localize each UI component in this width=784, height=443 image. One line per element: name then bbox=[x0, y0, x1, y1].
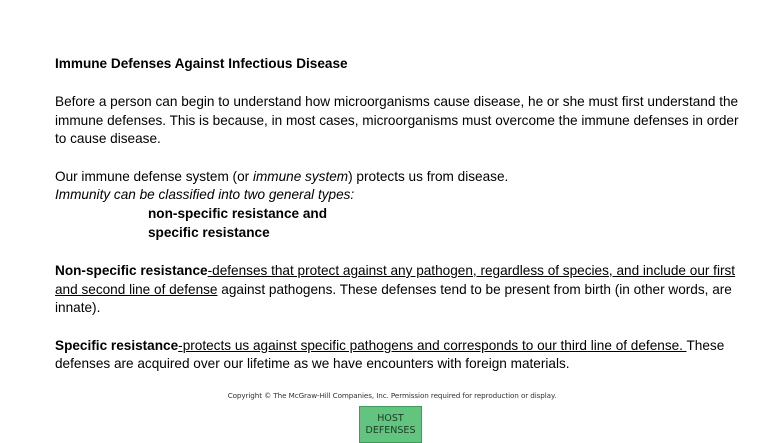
spacer bbox=[55, 74, 745, 93]
slide-content bbox=[55, 55, 745, 374]
host-defenses-button[interactable] bbox=[359, 406, 422, 443]
spacer bbox=[55, 318, 745, 337]
slide-title: Immune Defenses Against Infectious Disease bbox=[55, 56, 348, 71]
host-defenses-label-line2: DEFENSES bbox=[365, 424, 416, 436]
nonspecific-rest: against pathogens. These defenses tend to be present from birth (in other words, are innate). bbox=[55, 281, 732, 316]
spacer bbox=[55, 243, 745, 262]
immunity-type-item: specific resistance bbox=[148, 224, 270, 240]
nonspecific-definition: -defenses that protect against any pathogen, regardless of species, and include our first and second line of defense bbox=[55, 262, 736, 297]
immunity-type-item: non-specific resistance and bbox=[148, 205, 328, 221]
specific-term: Specific resistance bbox=[55, 337, 179, 353]
nonspecific-paragraph bbox=[55, 262, 745, 318]
immunity-types-list bbox=[148, 205, 745, 243]
nonspecific-term: Non-specific resistance bbox=[55, 262, 208, 278]
immune-system-post: ) protects us from disease. bbox=[348, 168, 509, 184]
spacer bbox=[55, 149, 745, 168]
immune-system-sentence bbox=[55, 168, 745, 187]
copyright-notice: Copyright © The McGraw-Hill Companies, Inc. Permission required for reproduction or display. bbox=[227, 391, 557, 400]
immune-system-pre: Our immune defense system (or bbox=[55, 168, 253, 184]
specific-rest: These defenses are acquired over our lifetime as we have encounters with foreign materials. bbox=[55, 337, 725, 372]
specific-definition: -protects us against specific pathogens and corresponds to our third line of defense. bbox=[178, 337, 687, 353]
specific-paragraph bbox=[55, 337, 745, 374]
intro-paragraph: Before a person can begin to understand how microorganisms cause disease, he or she must first understand the immune defenses. This is because, in most cases, microorganisms must overcome the immune defenses in order to cause disease. bbox=[55, 94, 739, 147]
immune-system-term: immune system bbox=[252, 168, 349, 184]
classification-sentence: Immunity can be classified into two general types: bbox=[55, 187, 355, 203]
host-defenses-label-line1: HOST bbox=[377, 412, 404, 424]
